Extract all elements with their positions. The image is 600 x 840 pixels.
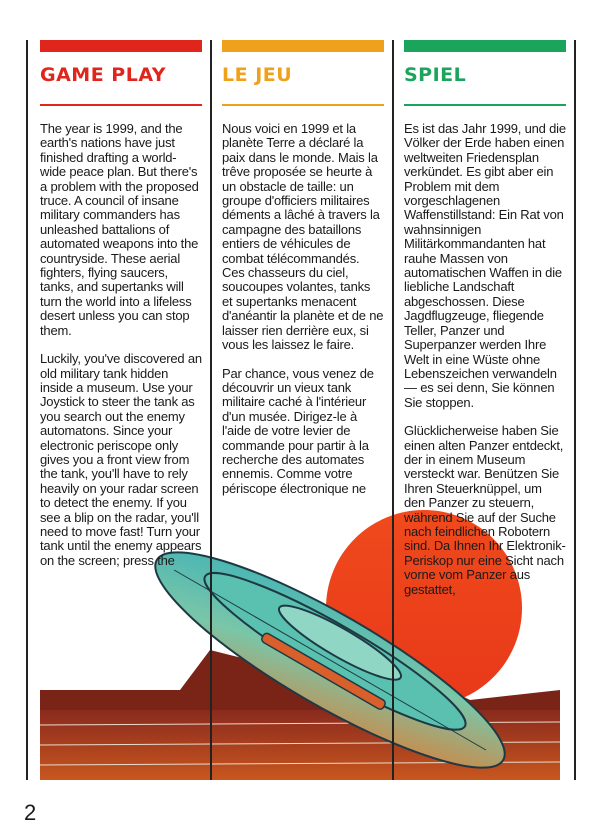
column-divider-mid-2 bbox=[392, 40, 394, 780]
column-english bbox=[40, 40, 202, 582]
paragraph: Glücklicherweise haben Sie einen alten Panzer entdeckt, der in einem Museum versteckt war. Benützen Sie Ihren Steuerknüppel, um den Panzer zu steuern, während Sie auf der Suche nach feindlichen Robotern sind. Da Ihnen Ihr Elektronik-Periskop nur eine Sicht nach vorne vom Panzer aus gestattet, bbox=[404, 423, 566, 597]
column-french bbox=[222, 40, 384, 510]
english-text bbox=[40, 122, 202, 568]
heading-underline-orange bbox=[222, 104, 384, 106]
heading-spiel: SPIEL bbox=[404, 64, 467, 86]
column-german bbox=[404, 40, 566, 611]
header-bar-orange bbox=[222, 40, 384, 52]
header-bar-green bbox=[404, 40, 566, 52]
header-bar-red bbox=[40, 40, 202, 52]
paragraph: Nous voici en 1999 et la planète Terre a déclaré la paix dans le monde. Mais la trêve proposée se heurte à un obstacle de taille: un groupe d'officiers militaires déments a lâché à travers la campagne des bataillons entiers de véhicules de combat télécommandés. Ces chasseurs du ciel, soucoupes volantes, tanks et supertanks menacent d'anéantir la planète et de ne laisser rien derrière eux, si vous les laissez le faire. bbox=[222, 121, 384, 353]
paragraph: Par chance, vous venez de découvrir un vieux tank militaire caché à l'intérieur d'un musée. Dirigez-le à l'aide de votre levier de commande pour partir à la recherche des automates ennemis. Comme votre périscope électronique ne bbox=[222, 365, 374, 496]
german-text bbox=[404, 122, 566, 597]
paragraph: Luckily, you've discovered an old military tank hidden inside a museum. Use your Joystick to steer the tank as you search out the enemy automatons. Since your electronic periscope only gives you a front view from the tank, you'll have to rely heavily on your radar screen to detect the enemy. If you see a blip on the radar, you'll need to move fast! Turn your tank until the enemy appears on the screen; press the bbox=[40, 351, 202, 568]
paragraph: Es ist das Jahr 1999, und die Völker der Erde haben einen weltweiten Friedensplan verkündet. Es gibt aber ein Problem mit dem vorgeschlagenen Waffenstillstand: Ein Rat von wahnsinnigen Militärkommandanten hat rauhe Massen von automatischen Waffen in die liebliche Landschaft abgeschossen. Diese Jagdflugzeuge, fliegende Teller, Panzer und Superpanzer werden Ihre Welt in eine Wüste ohne Lebenszeichen verwandeln— es sei denn, Sie können Sie stoppen. bbox=[404, 121, 566, 410]
heading-le-jeu: LE JEU bbox=[222, 64, 293, 86]
french-text bbox=[222, 122, 384, 496]
column-divider-left bbox=[26, 40, 28, 780]
column-divider-right bbox=[574, 40, 576, 780]
paragraph: The year is 1999, and the earth's nations have just finished drafting a world-wide peace plan. But there's a problem with the proposed truce. A council of insane military commanders has unleashed battalions of automated weapons into the countryside. These aerial fighters, flying saucers, tanks, and supertanks will turn the world into a lifeless desert unless you can stop them. bbox=[40, 121, 199, 338]
heading-underline-green bbox=[404, 104, 566, 106]
heading-underline-red bbox=[40, 104, 202, 106]
column-divider-mid-1 bbox=[210, 40, 212, 780]
page-number: 2 bbox=[24, 800, 37, 825]
heading-game-play: GAME PLAY bbox=[40, 64, 166, 86]
